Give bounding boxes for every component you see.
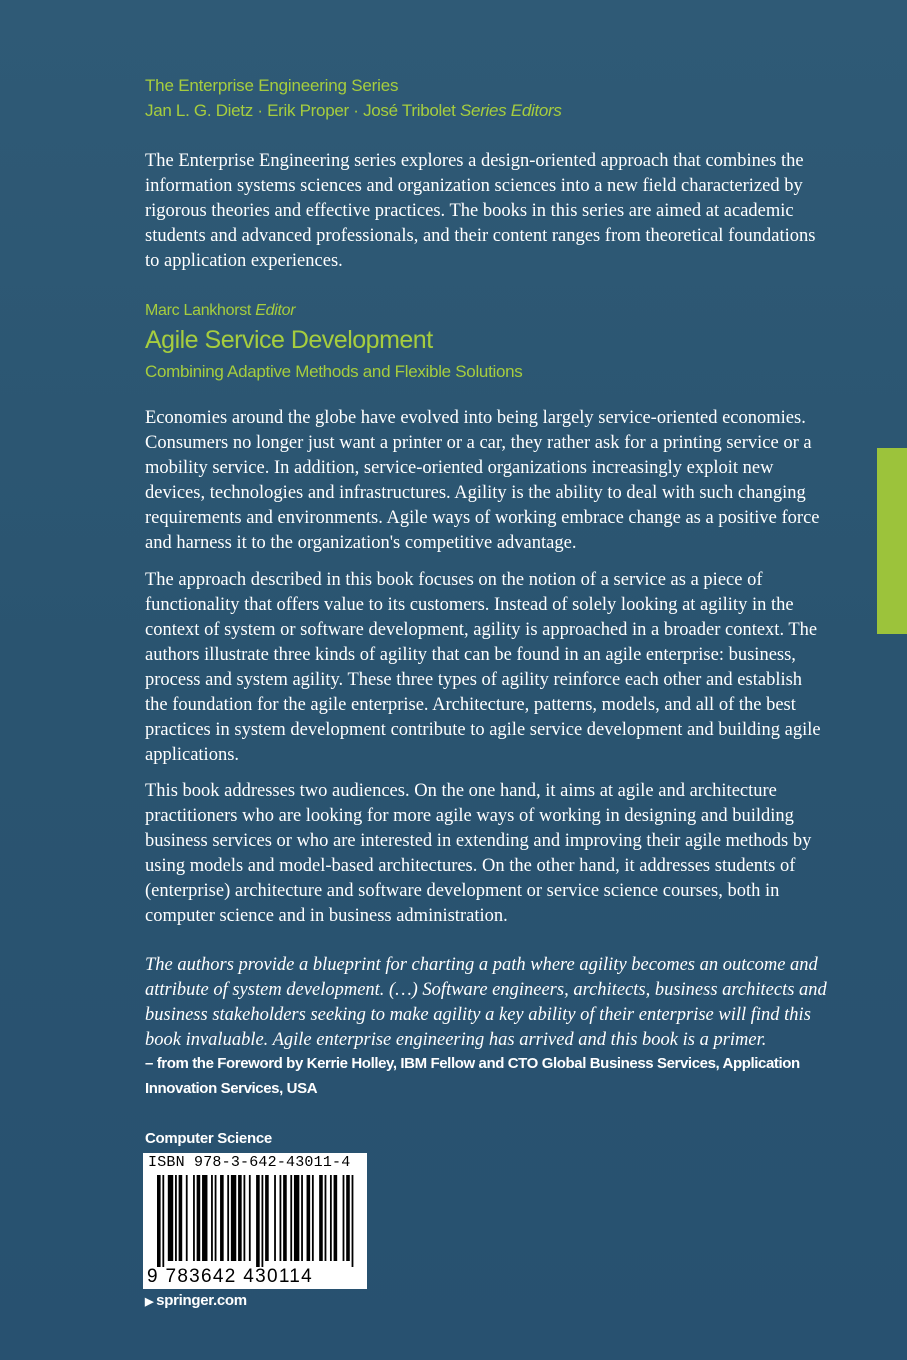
description-paragraph-1: Economies around the globe have evolved into being largely service-oriented economies. Consumers no longer just want a printer or a car, they rather ask for a printing service or a mobility service. In addition, service-oriented organizations increasingly exploit new devices, technologies and infrastructures. Agility is the ability to deal with such changing requirements and environments. Agile ways of working embrace change as a positive force and harness it to the organization's competitive advantage. [145, 408, 820, 553]
barcode-bar [215, 1175, 217, 1261]
barcode-bar [175, 1175, 177, 1261]
barcode-bar [162, 1175, 164, 1267]
publisher-link-text: springer.com [156, 1292, 247, 1309]
barcode-bar [168, 1175, 173, 1261]
isbn-barcode [143, 1153, 367, 1289]
isbn-label: ISBN 978-3-642-43011-4 [148, 1154, 351, 1171]
foreword-quote: The authors provide a blueprint for charting a path where agility becomes an outcome and attribute of system development. (…) Software engineers, architects, business architects and business stakeholders seeking to make agility a key ability of their enterprise will find this book invaluable. Agile enterprise engineering has arrived and this book is a primer. [145, 955, 827, 1050]
series-editors [145, 98, 562, 124]
book-editor-role: Editor [255, 302, 296, 319]
barcode-bar [290, 1175, 292, 1261]
barcode-bar [202, 1175, 207, 1261]
barcode-bar [249, 1175, 251, 1261]
arrow-right-icon: ▶ [145, 1296, 154, 1308]
series-editors-role: Series Editors [460, 101, 562, 120]
book-editor-name: Marc Lankhorst [145, 302, 252, 319]
barcode-bar [220, 1175, 224, 1261]
barcode-bar [352, 1175, 354, 1267]
barcode-bar [334, 1175, 338, 1261]
barcode-bar [330, 1175, 332, 1261]
series-description: The Enterprise Engineering series explores a design-oriented approach that combines the information systems sciences and organization sciences into a new field characterized by rigorous theories and effective practices. The books in this series are aimed at academic students and advanced professionals, and their content ranges from theoretical foundations to application experiences. [145, 151, 816, 271]
book-editor [145, 300, 522, 322]
barcode-bar [179, 1175, 183, 1261]
quote-attribution: – from the Foreword by Kerrie Holley, IBM Fellow and CTO Global Business Services, Application Innovation Services, USA [145, 1055, 800, 1097]
book-header [145, 300, 522, 386]
series-editor-names: Jan L. G. Dietz · Erik Proper · José Tribolet [145, 101, 456, 120]
barcode-bars [157, 1175, 357, 1267]
barcode-bar [256, 1175, 260, 1267]
barcode-bar [301, 1175, 303, 1261]
barcode-bar [211, 1175, 213, 1261]
barcode-bar [346, 1175, 350, 1261]
description-paragraph-2: The approach described in this book focuses on the notion of a service as a piece of functionality that offers value to its customers. Instead of solely looking at agility in the context of system or software development, agility is approached in a broader context. The authors illustrate three kinds of agility that can be found in an agile enterprise: business, process and system agility. These three types of agility reinforce each other and establish the foundation for the agile enterprise. Architecture, patterns, models, and all of the best practices in system development contribute to agile service development and building agile applications. [145, 570, 821, 765]
side-color-tab [877, 448, 907, 634]
book-title: Agile Service Development [145, 326, 433, 354]
barcode-bar [243, 1175, 245, 1261]
barcode-bar [280, 1175, 282, 1261]
barcode-bar [274, 1175, 276, 1261]
barcode-bar [319, 1175, 323, 1261]
barcode-bar [325, 1175, 327, 1261]
barcode-bar [186, 1175, 188, 1261]
barcode-bar [231, 1175, 236, 1261]
description-paragraph-3: This book addresses two audiences. On the one hand, it aims at agile and architecture practitioners who are looking for more agile ways of working in designing and building business services or who are interested in extending and improving their agile methods by using models and model-based architectures. On the other hand, it addresses students of (enterprise) architecture and software development or service science courses, both in computer science and in business administration. [145, 781, 812, 926]
barcode-bar [283, 1175, 287, 1261]
barcode-bar [157, 1175, 161, 1267]
barcode-bar [265, 1175, 269, 1261]
barcode-bar [193, 1175, 195, 1261]
subject-category: Computer Science [145, 1130, 272, 1147]
barcode-bar [343, 1175, 345, 1261]
barcode-bar [262, 1175, 264, 1267]
book-subtitle: Combining Adaptive Methods and Flexible Solutions [145, 362, 523, 381]
barcode-bar [197, 1175, 201, 1261]
barcode-bar [307, 1175, 311, 1261]
publisher-link[interactable] [145, 1292, 247, 1309]
series-header [145, 74, 562, 124]
barcode-bar [238, 1175, 242, 1261]
barcode-bar [312, 1175, 314, 1261]
barcode-bar [227, 1175, 229, 1261]
series-title: The Enterprise Engineering Series [145, 76, 399, 95]
barcode-bar [294, 1175, 299, 1261]
barcode-digits: 9 783642 430114 [147, 1266, 314, 1287]
